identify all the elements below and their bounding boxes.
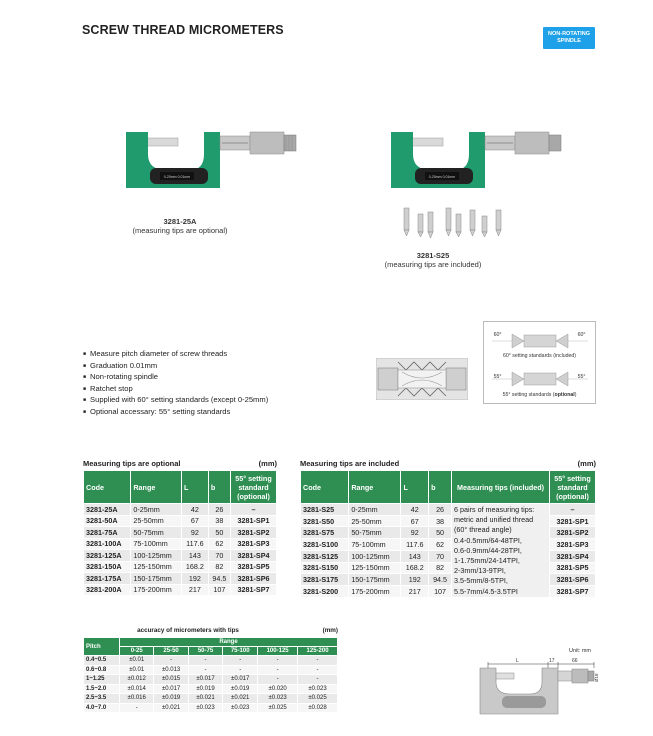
table-row <box>301 539 596 551</box>
cell-pitch: 0.6~0.8 <box>84 665 120 675</box>
cell-accuracy: - <box>298 675 338 685</box>
table-row <box>84 550 277 562</box>
product-code-right: 3281-S25 <box>416 251 450 260</box>
col-b: b <box>208 471 230 504</box>
col-range-group: Range <box>120 638 338 647</box>
table-row <box>301 586 596 598</box>
cell-code: 3281-S200 <box>301 586 349 598</box>
cell-accuracy: ±0.021 <box>188 694 222 704</box>
col-range-50-75: 50-75 <box>188 647 222 656</box>
col-l: L <box>401 471 429 504</box>
cell-accuracy: - <box>188 665 222 675</box>
table-included-title: Measuring tips are included <box>300 459 400 468</box>
cell-pitch: 2.5~3.5 <box>84 694 120 704</box>
dim-l-label: L <box>516 658 519 664</box>
cell-setting-standard: 3281-SP7 <box>231 584 277 596</box>
cell-accuracy: - <box>258 656 298 666</box>
caption-right <box>368 251 498 269</box>
tips-line: 1-1.75mm/24-14TPI, <box>454 556 520 566</box>
cell-l: 168.2 <box>181 561 208 573</box>
cell-measuring-tips <box>452 504 550 598</box>
cell-code: 3281-S150 <box>301 562 349 574</box>
cell-code: 3281-75A <box>84 527 131 539</box>
tips-line: 2-3mm/13-9TPI, <box>454 566 506 576</box>
cell-range: 25-50mm <box>349 515 401 527</box>
cell-accuracy: - <box>223 656 258 666</box>
cell-pitch: 4.0~7.0 <box>84 703 120 713</box>
cell-b: 38 <box>429 515 452 527</box>
col-range-75-100: 75-100 <box>223 647 258 656</box>
cell-setting-standard: 3281-SP1 <box>231 515 277 527</box>
setting-standards-box <box>483 321 596 404</box>
measuring-tips-image <box>398 204 508 242</box>
cell-setting-standard: – <box>231 504 277 516</box>
cell-accuracy: ±0.015 <box>154 675 188 685</box>
setting-standard-60-label: 60° setting standards (included) <box>502 353 576 359</box>
cell-l: 168.2 <box>401 562 429 574</box>
cell-b: 70 <box>429 550 452 562</box>
cell-accuracy: - <box>120 703 154 713</box>
col-range: Range <box>131 471 182 504</box>
col-range-100-125: 100-125 <box>258 647 298 656</box>
cell-accuracy: ±0.020 <box>258 684 298 694</box>
cell-accuracy: - <box>188 656 222 666</box>
cell-code: 3281-50A <box>84 515 131 527</box>
tips-line: 3.5-5mm/8-5TPI, <box>454 576 508 586</box>
cell-range: 125-150mm <box>349 562 401 574</box>
table-optional-title: Measuring tips are optional <box>83 459 181 468</box>
table-row <box>84 584 277 596</box>
col-setting-standard: 55° setting standard (optional) <box>550 471 596 504</box>
cell-accuracy: ±0.01 <box>120 656 154 666</box>
col-code: Code <box>301 471 349 504</box>
col-code: Code <box>84 471 131 504</box>
cell-b: 26 <box>208 504 230 516</box>
product-note-right: (measuring tips are included) <box>384 260 482 269</box>
cell-pitch: 1~1.25 <box>84 675 120 685</box>
cell-accuracy: ±0.019 <box>154 694 188 704</box>
cell-accuracy: - <box>298 665 338 675</box>
cell-setting-standard: 3281-SP5 <box>231 561 277 573</box>
cell-accuracy: ±0.021 <box>223 694 258 704</box>
table-row <box>84 694 338 704</box>
table-row <box>301 550 596 562</box>
cell-accuracy: ±0.012 <box>120 675 154 685</box>
cell-setting-standard: 3281-SP4 <box>550 550 596 562</box>
cell-l: 67 <box>181 515 208 527</box>
col-measuring-tips: Measuring tips (included) <box>452 471 550 504</box>
cell-b: 107 <box>429 586 452 598</box>
feature-item: ■ Measure pitch diameter of screw threads <box>83 349 268 361</box>
cell-code: 3281-S50 <box>301 515 349 527</box>
dim-66-label: 66 <box>572 658 578 664</box>
table-row <box>84 675 338 685</box>
cell-range: 75-100mm <box>131 538 182 550</box>
cell-range: 175-200mm <box>349 586 401 598</box>
table-optional <box>83 470 277 596</box>
accuracy-title: accuracy of micrometers with tips <box>137 627 239 634</box>
table-row <box>301 504 596 516</box>
cell-b: 94.5 <box>208 573 230 585</box>
cell-b: 50 <box>208 527 230 539</box>
table-row <box>301 574 596 586</box>
cell-accuracy: ±0.01 <box>120 665 154 675</box>
cell-accuracy: ±0.019 <box>223 684 258 694</box>
cell-code: 3281-125A <box>84 550 131 562</box>
tips-line: 5.5-7mm/4.5-3.5TPI <box>454 586 518 596</box>
page-title: SCREW THREAD MICROMETERS <box>82 23 284 37</box>
col-b: b <box>429 471 452 504</box>
table-row <box>84 515 277 527</box>
svg-text:0-25mm 0.01mm: 0-25mm 0.01mm <box>163 175 191 179</box>
col-range-25-50: 25-50 <box>154 647 188 656</box>
cell-range: 150-175mm <box>349 574 401 586</box>
cell-accuracy: - <box>258 665 298 675</box>
cell-l: 117.6 <box>401 539 429 551</box>
cell-accuracy: - <box>223 665 258 675</box>
cell-accuracy: - <box>258 675 298 685</box>
cell-b: 82 <box>429 562 452 574</box>
cell-code: 3281-25A <box>84 504 131 516</box>
svg-text:0-25mm 0.01mm: 0-25mm 0.01mm <box>428 175 456 179</box>
cell-setting-standard: 3281-SP2 <box>550 527 596 539</box>
tips-line: 0.6-0.9mm/44-28TPI, <box>454 545 522 555</box>
cell-accuracy: - <box>154 656 188 666</box>
product-code-left: 3281-25A <box>163 217 197 226</box>
cell-range: 0-25mm <box>349 504 401 516</box>
table-row <box>84 561 277 573</box>
accuracy-heading <box>83 627 338 634</box>
unit-label: Unit: mm <box>569 648 591 654</box>
cell-accuracy: ±0.017 <box>188 675 222 685</box>
micrometer-3281-25a-image <box>120 122 300 200</box>
cell-code: 3281-S100 <box>301 539 349 551</box>
table-row <box>84 684 338 694</box>
non-rotating-spindle-badge: NON-ROTATING SPINDLE <box>543 27 595 49</box>
cell-accuracy: ±0.023 <box>223 703 258 713</box>
cell-l: 192 <box>181 573 208 585</box>
cell-accuracy: ±0.014 <box>120 684 154 694</box>
cell-range: 75-100mm <box>349 539 401 551</box>
cell-setting-standard: 3281-SP2 <box>231 527 277 539</box>
cell-setting-standard: 3281-SP3 <box>550 539 596 551</box>
dim-18-label: Ø18 <box>594 673 599 682</box>
cell-code: 3281-S175 <box>301 574 349 586</box>
cell-l: 92 <box>401 527 429 539</box>
cell-setting-standard: 3281-SP1 <box>550 515 596 527</box>
cell-accuracy: ±0.017 <box>223 675 258 685</box>
cell-code: 3281-S75 <box>301 527 349 539</box>
feature-item: ■ Ratchet stop <box>83 384 268 396</box>
cell-code: 3281-S25 <box>301 504 349 516</box>
cell-pitch: 0.4~0.5 <box>84 656 120 666</box>
feature-item: ■ Supplied with 60° setting standards (except 0-25mm) <box>83 395 268 407</box>
table-row <box>84 665 338 675</box>
feature-item: ■ Optional accessary: 55° setting standards <box>83 407 268 419</box>
cell-range: 50-75mm <box>131 527 182 539</box>
dim-17-label: 17 <box>549 658 555 664</box>
cell-accuracy: ±0.023 <box>258 694 298 704</box>
cell-l: 192 <box>401 574 429 586</box>
cell-l: 143 <box>401 550 429 562</box>
feature-list <box>83 349 268 419</box>
cell-accuracy: ±0.019 <box>188 684 222 694</box>
angle-55-right: 55° <box>577 374 586 380</box>
cell-setting-standard: 3281-SP5 <box>550 562 596 574</box>
cell-b: 107 <box>208 584 230 596</box>
cell-accuracy: - <box>298 656 338 666</box>
angle-60-left: 60° <box>493 332 502 338</box>
feature-item: ■ Graduation 0.01mm <box>83 361 268 373</box>
cell-b: 62 <box>429 539 452 551</box>
accuracy-table <box>83 637 338 713</box>
table-row <box>84 504 277 516</box>
cell-accuracy: ±0.023 <box>298 684 338 694</box>
cell-code: 3281-175A <box>84 573 131 585</box>
tips-line: metric and unified thread <box>454 515 534 525</box>
cell-accuracy: ±0.017 <box>154 684 188 694</box>
cell-accuracy: ±0.023 <box>188 703 222 713</box>
cell-code: 3281-S125 <box>301 550 349 562</box>
cell-l: 117.6 <box>181 538 208 550</box>
cell-pitch: 1.5~2.0 <box>84 684 120 694</box>
cell-accuracy: ±0.013 <box>154 665 188 675</box>
col-pitch: Pitch <box>84 638 120 656</box>
cell-setting-standard: 3281-SP6 <box>550 574 596 586</box>
cell-range: 125-150mm <box>131 561 182 573</box>
cell-setting-standard: 3281-SP7 <box>550 586 596 598</box>
accuracy-unit: (mm) <box>322 627 338 634</box>
angle-60-right: 60° <box>577 332 586 338</box>
cell-accuracy: ±0.028 <box>298 703 338 713</box>
angle-55-left: 55° <box>493 374 502 380</box>
cell-range: 0-25mm <box>131 504 182 516</box>
cell-l: 67 <box>401 515 429 527</box>
cell-b: 70 <box>208 550 230 562</box>
col-range-0-25: 0-25 <box>120 647 154 656</box>
table-row <box>84 527 277 539</box>
col-l: L <box>181 471 208 504</box>
table-included-heading <box>300 459 596 468</box>
cell-range: 100-125mm <box>131 550 182 562</box>
cell-code: 3281-100A <box>84 538 131 550</box>
cell-code: 3281-200A <box>84 584 131 596</box>
cell-setting-standard: – <box>550 504 596 516</box>
table-row <box>301 515 596 527</box>
feature-item: ■ Non-rotating spindle <box>83 372 268 384</box>
cell-b: 38 <box>208 515 230 527</box>
dimension-drawing <box>478 656 603 718</box>
tips-line: 6 pairs of measuring tips: <box>454 505 535 514</box>
cell-l: 92 <box>181 527 208 539</box>
cell-range: 25-50mm <box>131 515 182 527</box>
cell-l: 143 <box>181 550 208 562</box>
table-row <box>84 656 338 666</box>
col-range-125-200: 125-200 <box>298 647 338 656</box>
cell-b: 82 <box>208 561 230 573</box>
cell-accuracy: ±0.025 <box>298 694 338 704</box>
cell-range: 100-125mm <box>349 550 401 562</box>
cell-accuracy: ±0.025 <box>258 703 298 713</box>
cell-l: 217 <box>401 586 429 598</box>
table-row <box>84 573 277 585</box>
cell-l: 42 <box>401 504 429 516</box>
table-row <box>301 527 596 539</box>
product-note-left: (measuring tips are optional) <box>132 226 228 235</box>
cell-range: 150-175mm <box>131 573 182 585</box>
cell-accuracy: ±0.016 <box>120 694 154 704</box>
cell-code: 3281-150A <box>84 561 131 573</box>
cell-b: 50 <box>429 527 452 539</box>
cell-range: 50-75mm <box>349 527 401 539</box>
cell-b: 62 <box>208 538 230 550</box>
tips-line: (60° thread angle) <box>454 525 512 535</box>
table-included-unit: (mm) <box>577 459 596 468</box>
table-optional-heading <box>83 459 277 468</box>
col-setting-standard: 55° setting standard (optional) <box>231 471 277 504</box>
micrometer-3281-s25-image <box>385 122 565 200</box>
cell-accuracy: ±0.021 <box>154 703 188 713</box>
table-optional-unit: (mm) <box>258 459 277 468</box>
cell-setting-standard: 3281-SP3 <box>231 538 277 550</box>
tips-line: 0.4-0.5mm/64-48TPI, <box>454 535 522 545</box>
table-included <box>300 470 596 598</box>
cell-b: 26 <box>429 504 452 516</box>
table-row <box>84 538 277 550</box>
cell-range: 175-200mm <box>131 584 182 596</box>
table-row <box>301 562 596 574</box>
col-range: Range <box>349 471 401 504</box>
setting-standard-55-label: 55° setting standards (optional) <box>502 392 577 398</box>
cell-l: 217 <box>181 584 208 596</box>
cell-b: 94.5 <box>429 574 452 586</box>
table-row <box>84 703 338 713</box>
caption-left <box>110 217 250 235</box>
cell-setting-standard: 3281-SP6 <box>231 573 277 585</box>
cell-setting-standard: 3281-SP4 <box>231 550 277 562</box>
cell-l: 42 <box>181 504 208 516</box>
